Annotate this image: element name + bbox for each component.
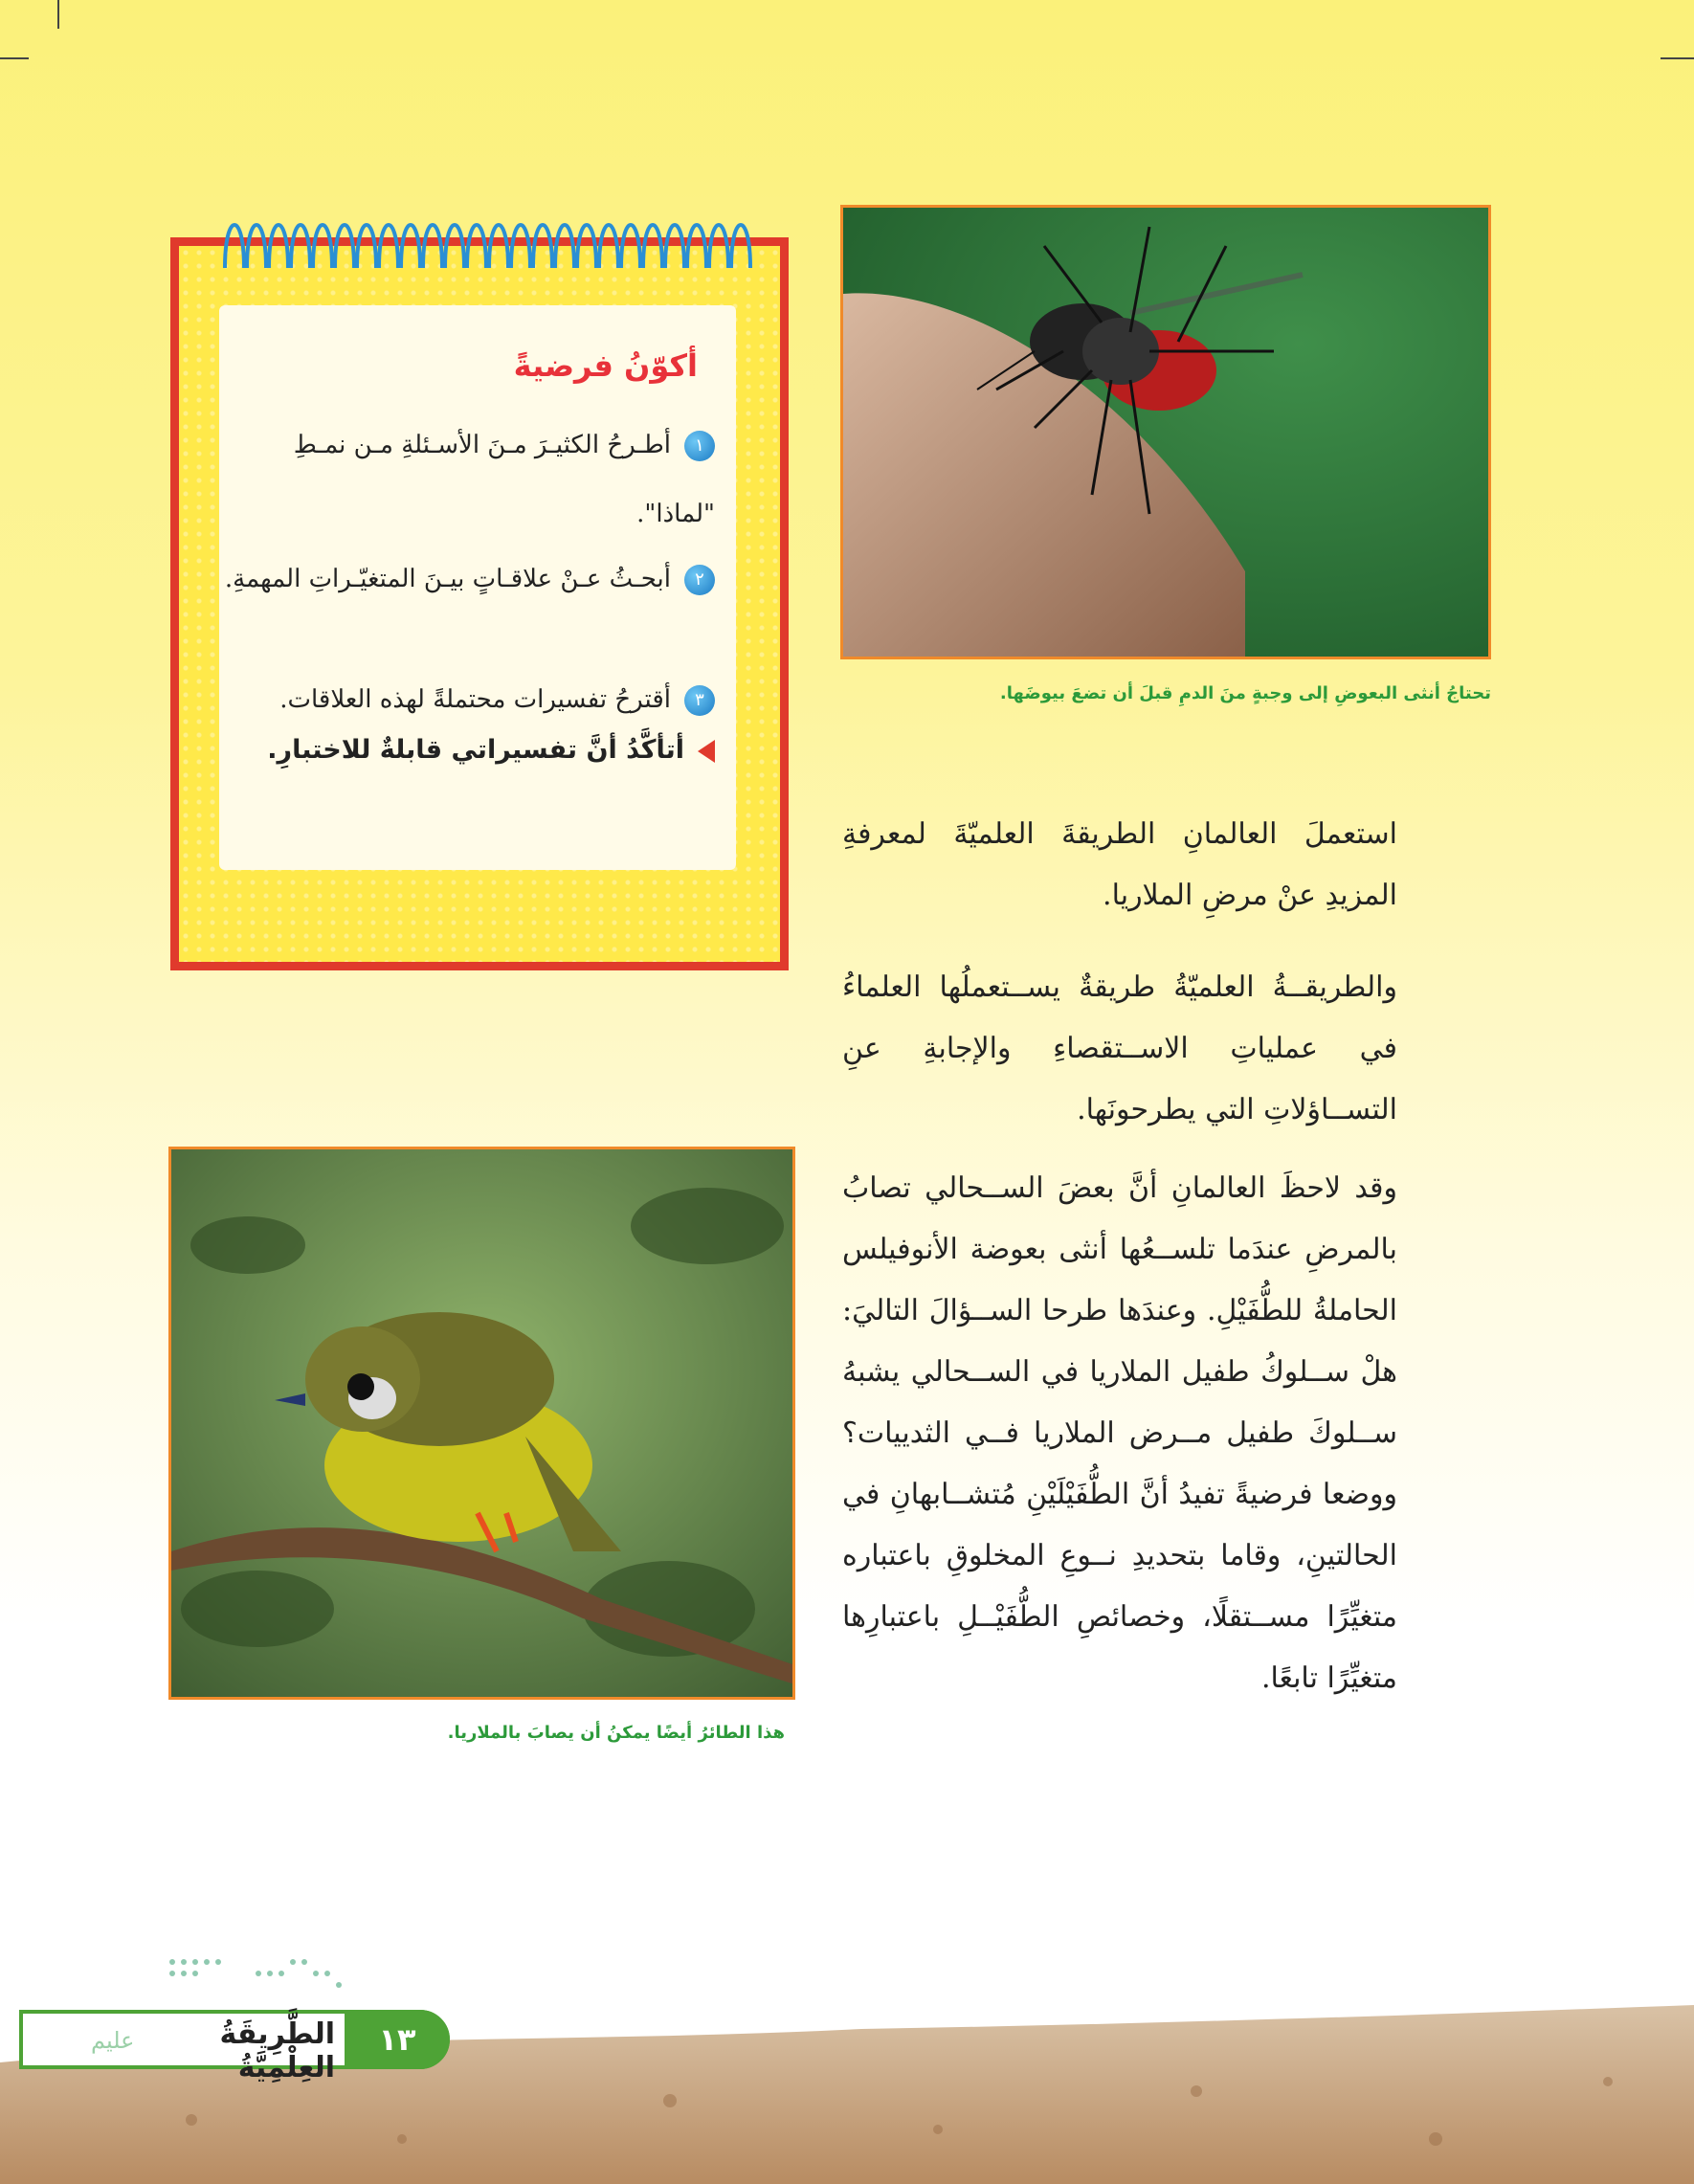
notepad-item-text: أطـرحُ الكثيـرَ مـنَ الأسـئلةِ مـن نمـطِ "لماذا". xyxy=(293,431,715,528)
number-badge-icon: ٣ xyxy=(684,685,715,716)
crop-mark xyxy=(57,0,59,29)
mosquito-photo xyxy=(840,205,1491,659)
spiral-binding-icon xyxy=(220,201,775,287)
watermark-text: عليم xyxy=(91,2027,135,2054)
notepad-check-item xyxy=(217,726,715,774)
notepad-item-text: أقترحُ تفسيرات محتملةً لهذه العلاقات. xyxy=(279,685,671,714)
crop-mark xyxy=(0,57,29,59)
page-number: ١٣ xyxy=(345,2010,450,2069)
number-badge-icon: ١ xyxy=(684,431,715,461)
logo-dots-icon xyxy=(163,1952,354,2000)
red-arrow-icon xyxy=(698,740,715,763)
paragraph-1: استعملَ العالمانِ الطريقةَ العلميّةَ لمعرفةِ المزيدِ عنْ مرضِ الملاريا. xyxy=(842,817,1397,912)
bird-image xyxy=(171,1149,795,1700)
notepad-check-text: أتأكَّدُ أنَّ تفسيراتي قابلةٌ للاختبارِ. xyxy=(267,735,684,765)
footer-section-title: الطَّرِيقَةُ العِلْمِيَّةُ xyxy=(219,2017,335,2084)
notepad-item-3 xyxy=(217,680,715,719)
notepad-title: أكوّنُ فرضيةً xyxy=(513,347,698,384)
mosquito-caption: تحتاجُ أنثى البعوضِ إلى وجبةٍ منَ الدمِ قبلَ أن تضعَ بيوضَها. xyxy=(999,683,1491,703)
mosquito-image xyxy=(843,208,1491,659)
notepad-item-1 xyxy=(217,411,715,548)
number-badge-icon: ٢ xyxy=(684,565,715,595)
notepad-item-2 xyxy=(217,545,715,613)
crop-mark xyxy=(1661,57,1694,59)
paragraph-3: وقد لاحظَ العالمانِ أنَّ بعضَ الســحالي تصابُ بالمرضِ عندَما تلســعُها أنثى بعوضة الأنوفيلس الحاملةُ للطُّفَيْلِ. وعندَها طرحا الســؤالَ التاليَ: هلْ ســلوكُ طفيل الملاريا في الســحالي يشبهُ ســلوكَ طفيل مــرض الملاريا فــي الثدييات؟ ووضعا فرضيةً تفيدُ أنَّ الطُّفَيْلَيْنِ مُتشــابهانِ في الحالتينِ، وقاما بتحديدِ نــوعِ المخلوقِ باعتباره متغيِّرًا مســتقلًا، وخصائصِ الطُّفَيْــلِ باعتبارِها متغيِّرًا تابعًا. xyxy=(842,1171,1397,1695)
notepad-box xyxy=(170,237,789,970)
bird-caption: هذا الطائرُ أيضًا يمكنُ أن يصابَ بالملاريا. xyxy=(447,1723,785,1743)
paragraph-2: والطريقــةُ العلميّةُ طريقةٌ يســتعملُها العلماءُ في عملياتِ الاســتقصاءِ والإجابةِ عنِ التســاؤلاتِ التي يطرحونَها. xyxy=(842,970,1397,1126)
bird-photo xyxy=(168,1147,795,1700)
notepad-page xyxy=(219,305,736,870)
notepad-item-text: أبحـثُ عـنْ علاقـاتٍ بيـنَ المتغيّـراتِ المهمةِ. xyxy=(224,565,671,593)
